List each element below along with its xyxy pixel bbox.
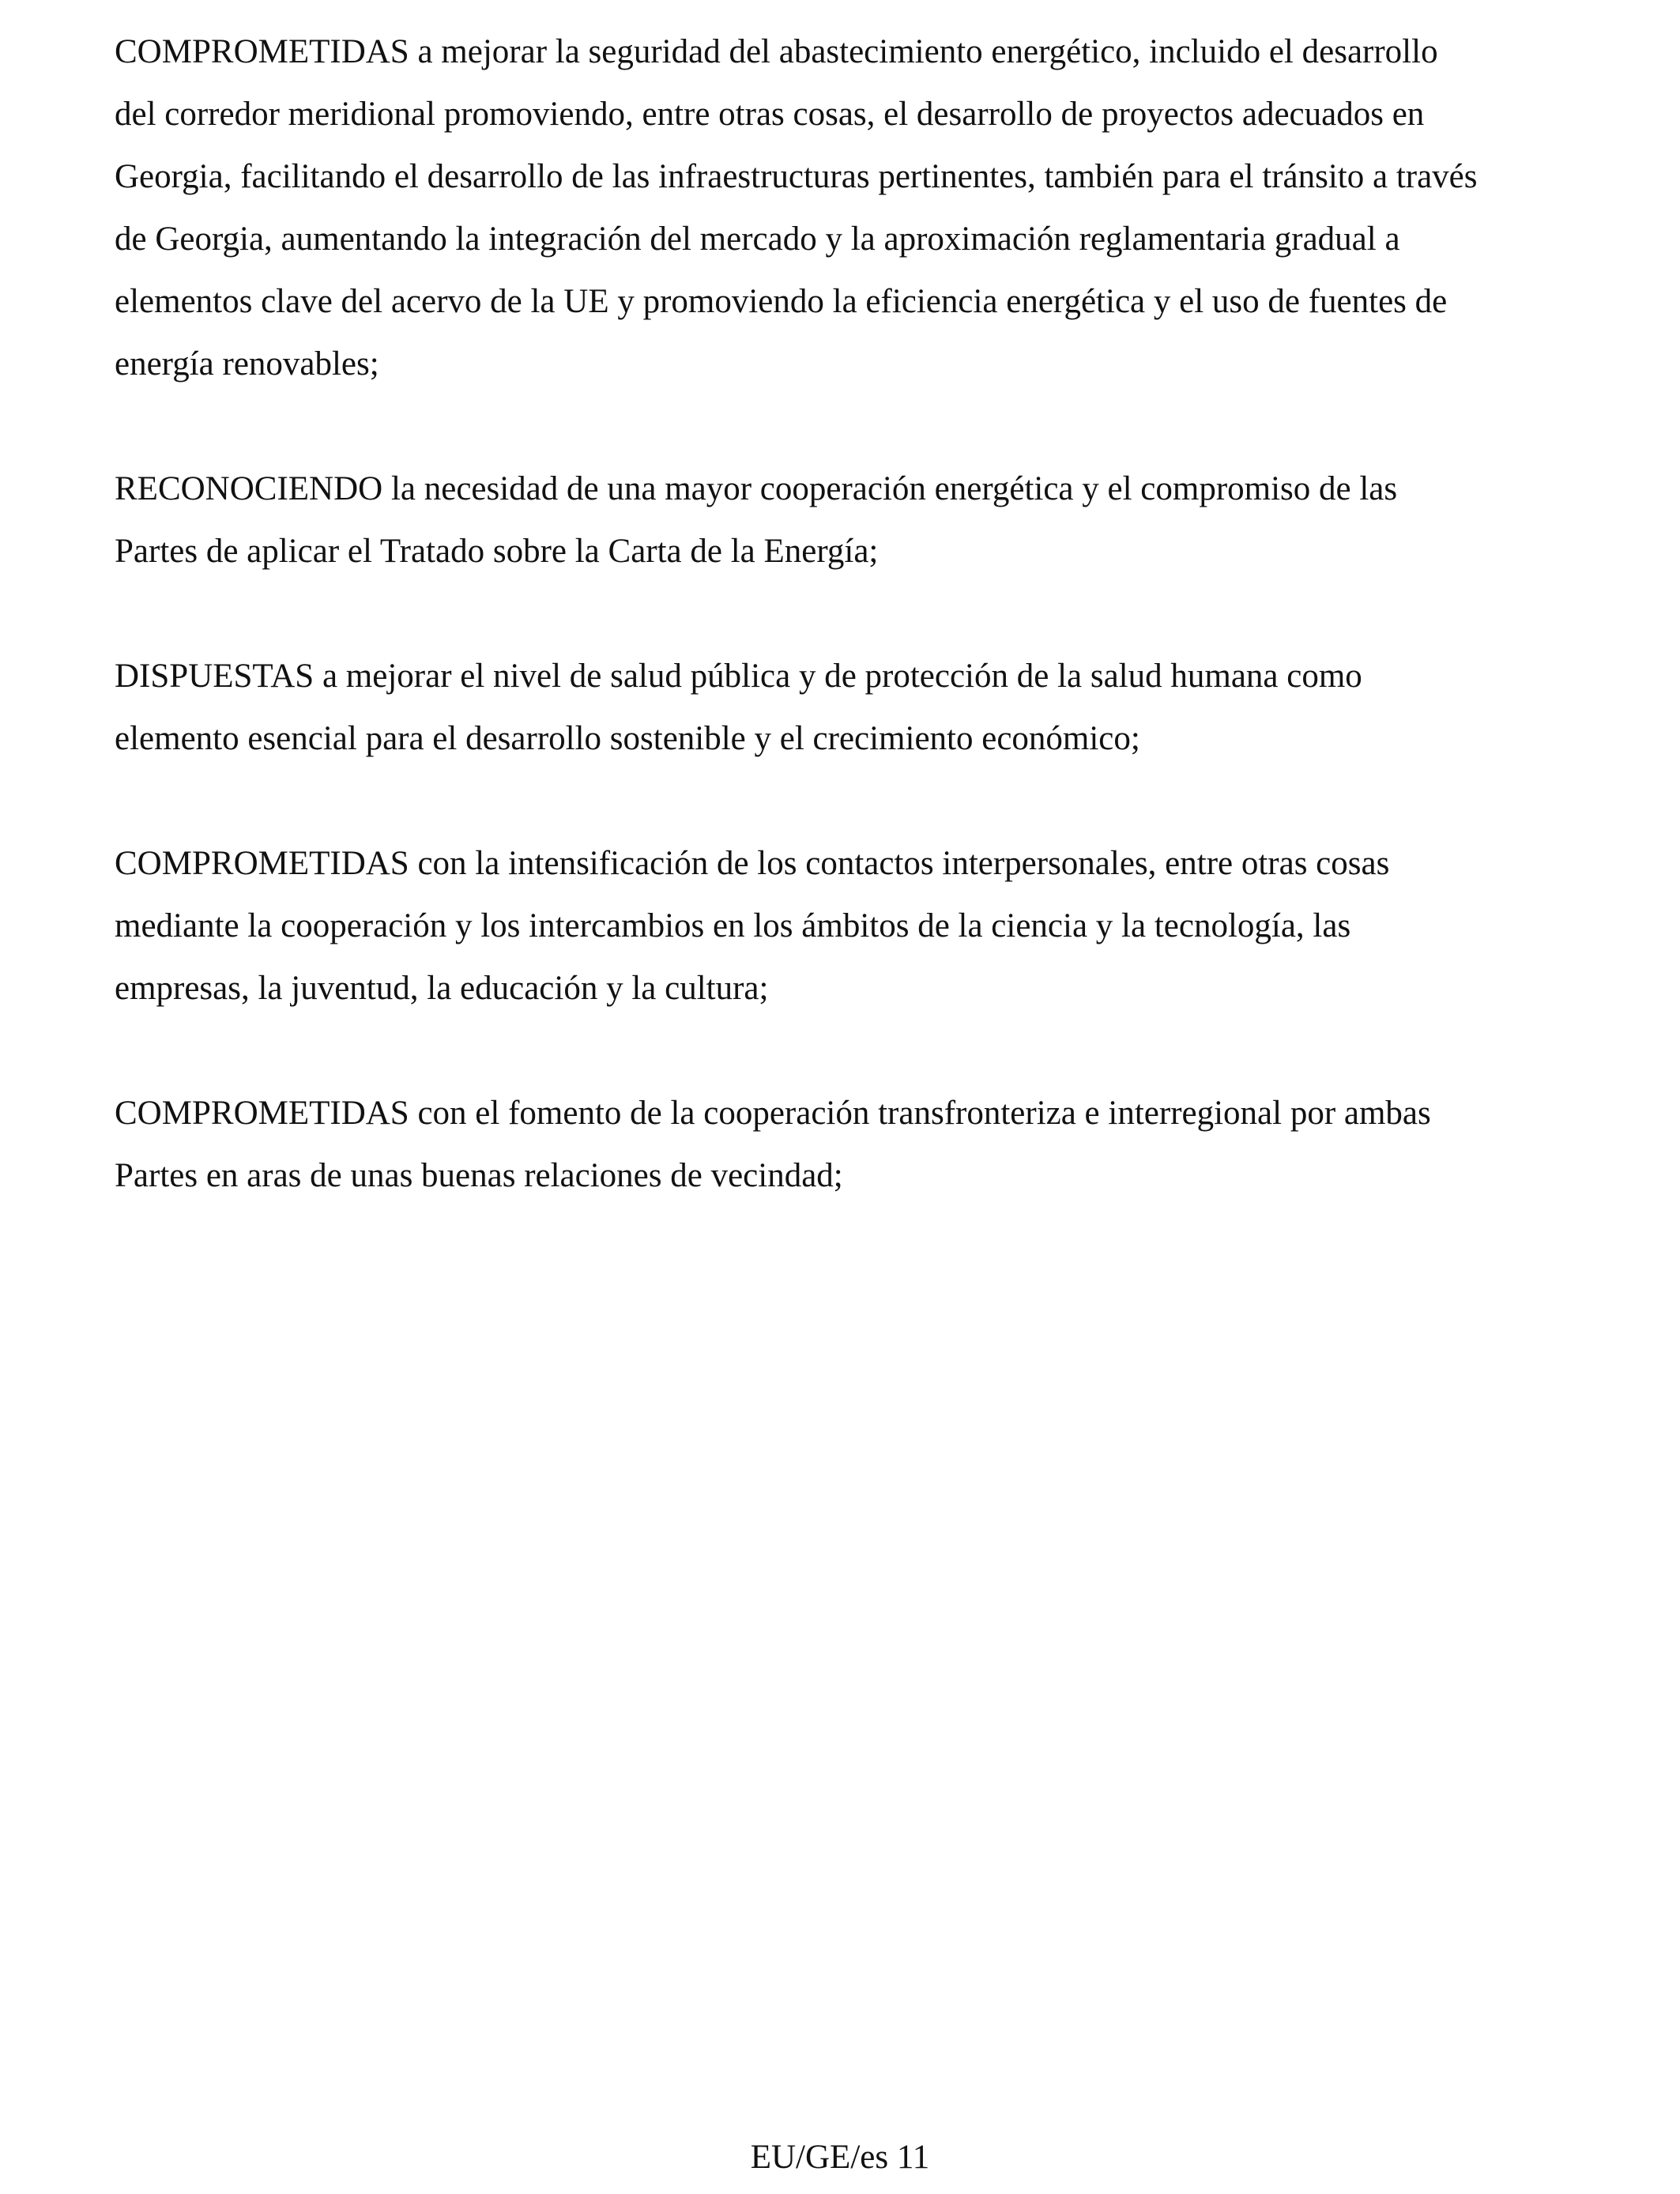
text-line: mediante la cooperación y los intercambios en los ámbitos de la ciencia y la tecnología, las xyxy=(115,907,1351,944)
text-line: energía renovables; xyxy=(115,345,379,383)
paragraph-energy-cooperation xyxy=(115,458,1584,582)
text-line: Georgia, facilitando el desarrollo de las infraestructuras pertinentes, también para el tránsito a través xyxy=(115,158,1478,195)
text-line: empresas, la juventud, la educación y la cultura; xyxy=(115,970,769,1007)
text-line: COMPROMETIDAS con la intensificación de los contactos interpersonales, entre otras cosas xyxy=(115,845,1390,882)
text-line: elementos clave del acervo de la UE y promoviendo la eficiencia energética y el uso de fuentes de xyxy=(115,283,1448,320)
text-line: DISPUESTAS a mejorar el nivel de salud pública y de protección de la salud humana como xyxy=(115,658,1362,695)
paragraph-people-contacts xyxy=(115,832,1584,1020)
text-line: RECONOCIENDO la necesidad de una mayor cooperación energética y el compromiso de las xyxy=(115,470,1398,507)
paragraph-energy-security xyxy=(115,21,1584,395)
text-line: elemento esencial para el desarrollo sostenible y el crecimiento económico; xyxy=(115,720,1140,757)
paragraph-cross-border xyxy=(115,1082,1584,1207)
text-line: Partes de aplicar el Tratado sobre la Carta de la Energía; xyxy=(115,533,879,570)
document-body xyxy=(115,21,1584,1269)
text-line: de Georgia, aumentando la integración del mercado y la aproximación reglamentaria gradual a xyxy=(115,221,1400,258)
paragraph-public-health xyxy=(115,645,1584,770)
text-line: COMPROMETIDAS con el fomento de la cooperación transfronteriza e interregional por ambas xyxy=(115,1095,1431,1132)
text-line: Partes en aras de unas buenas relaciones de vecindad; xyxy=(115,1157,843,1194)
page-footer-reference: EU/GE/es 11 xyxy=(750,2139,930,2176)
text-line: del corredor meridional promoviendo, entre otras cosas, el desarrollo de proyectos adecuados en xyxy=(115,96,1425,133)
text-line: COMPROMETIDAS a mejorar la seguridad del abastecimiento energético, incluido el desarrollo xyxy=(115,33,1438,70)
